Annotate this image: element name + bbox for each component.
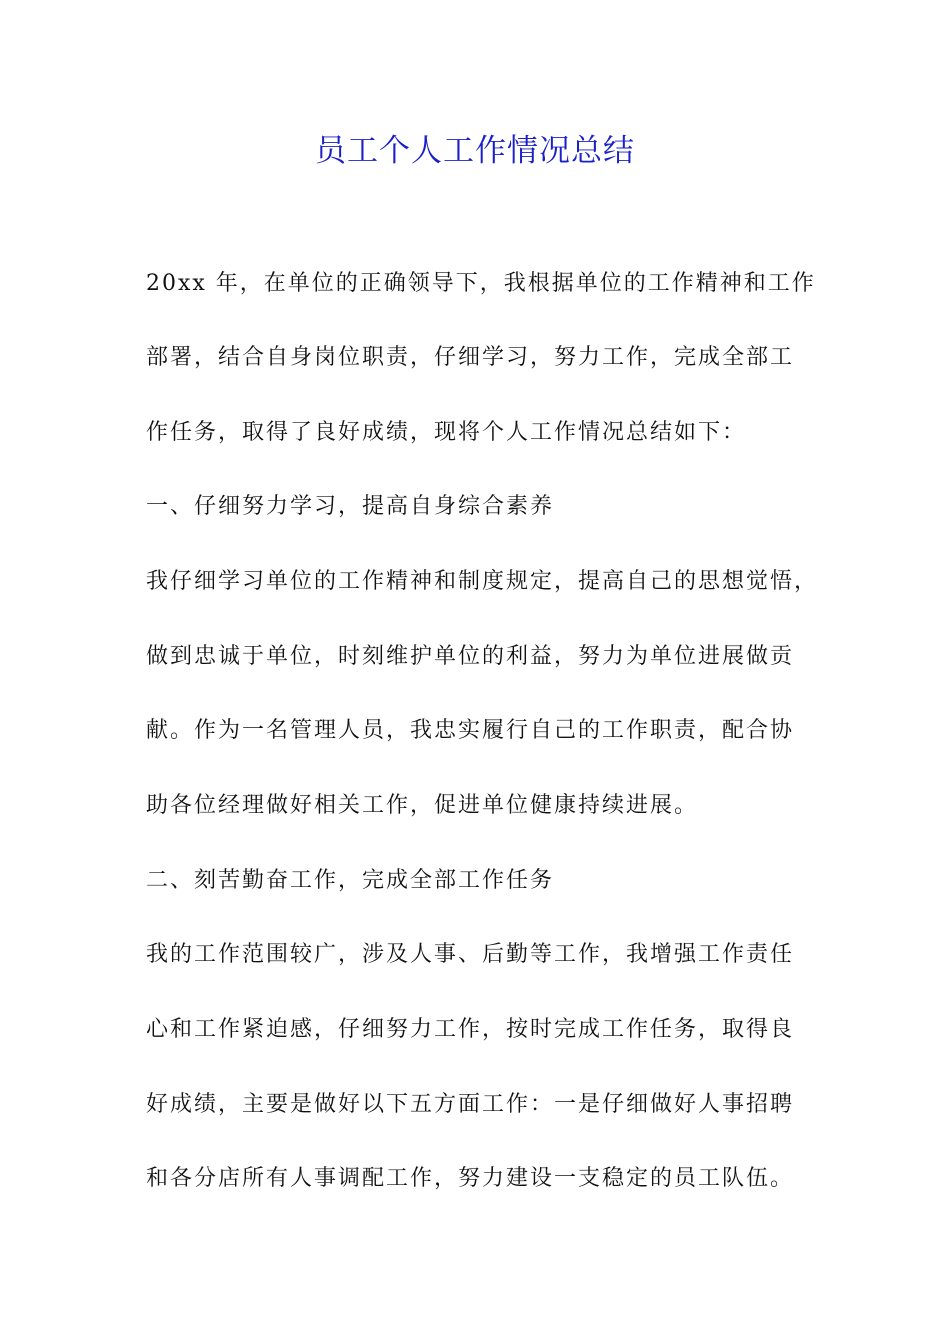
section-heading: 一、仔细努力学习，提高自身综合素养 bbox=[146, 494, 555, 519]
paragraph-line: 好成绩，主要是做好以下五方面工作：一是仔细做好人事招聘 bbox=[146, 1092, 795, 1117]
paragraph-line: 20xx 年，在单位的正确领导下，我根据单位的工作精神和工作 bbox=[146, 271, 816, 296]
section-heading: 二、刻苦勤奋工作，完成全部工作任务 bbox=[146, 868, 555, 893]
paragraph-line: 作任务，取得了良好成绩，现将个人工作情况总结如下： bbox=[146, 420, 747, 445]
paragraph-line: 我仔细学习单位的工作精神和制度规定，提高自己的思想觉悟， bbox=[146, 569, 819, 594]
document-title: 员工个人工作情况总结 bbox=[315, 133, 635, 169]
paragraph-line: 部署，结合自身岗位职责，仔细学习，努力工作，完成全部工 bbox=[146, 345, 795, 370]
paragraph-line: 做到忠诚于单位，时刻维护单位的利益，努力为单位进展做贡 bbox=[146, 644, 795, 669]
paragraph-line: 和各分店所有人事调配工作，努力建设一支稳定的员工队伍。 bbox=[146, 1166, 795, 1191]
paragraph-line: 我的工作范围较广，涉及人事、后勤等工作，我增强工作责任 bbox=[146, 942, 795, 967]
paragraph-line: 献。作为一名管理人员，我忠实履行自己的工作职责，配合协 bbox=[146, 718, 795, 743]
paragraph-line: 心和工作紧迫感，仔细努力工作，按时完成工作任务，取得良 bbox=[146, 1017, 795, 1042]
paragraph-line: 助各位经理做好相关工作，促进单位健康持续进展。 bbox=[146, 793, 699, 818]
